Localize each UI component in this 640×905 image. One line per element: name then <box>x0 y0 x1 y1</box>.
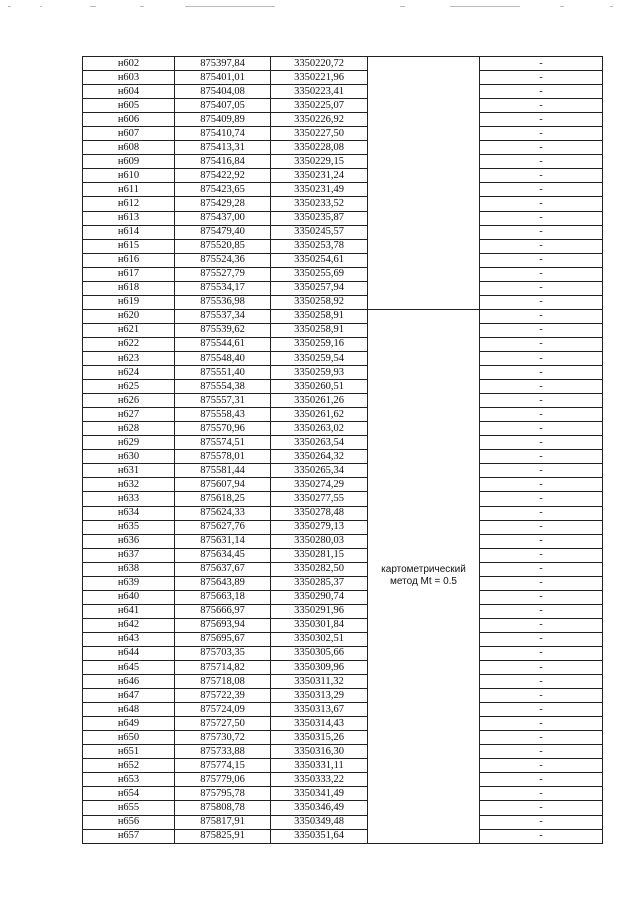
point-id-cell: н605 <box>83 99 175 113</box>
y-coordinate-cell: 3350285,37 <box>271 576 368 590</box>
point-id-cell: н636 <box>83 534 175 548</box>
note-cell: - <box>480 450 603 464</box>
note-cell: - <box>480 703 603 717</box>
point-id-cell: н652 <box>83 759 175 773</box>
x-coordinate-cell: 875695,67 <box>175 632 271 646</box>
y-coordinate-cell: 3350261,26 <box>271 394 368 408</box>
y-coordinate-cell: 3350331,11 <box>271 759 368 773</box>
x-coordinate-cell: 875733,88 <box>175 745 271 759</box>
y-coordinate-cell: 3350253,78 <box>271 239 368 253</box>
y-coordinate-cell: 3350349,48 <box>271 815 368 829</box>
y-coordinate-cell: 3350314,43 <box>271 717 368 731</box>
note-cell: - <box>480 436 603 450</box>
point-id-cell: н618 <box>83 281 175 295</box>
y-coordinate-cell: 3350255,69 <box>271 267 368 281</box>
note-cell: - <box>480 661 603 675</box>
note-cell: - <box>480 464 603 478</box>
note-cell: - <box>480 745 603 759</box>
table-row <box>83 745 603 759</box>
x-coordinate-cell: 875409,89 <box>175 113 271 127</box>
y-coordinate-cell: 3350257,94 <box>271 281 368 295</box>
point-id-cell: н651 <box>83 745 175 759</box>
y-coordinate-cell: 3350258,91 <box>271 323 368 337</box>
y-coordinate-cell: 3350279,13 <box>271 520 368 534</box>
note-cell: - <box>480 801 603 815</box>
x-coordinate-cell: 875730,72 <box>175 731 271 745</box>
x-coordinate-cell: 875666,97 <box>175 604 271 618</box>
table-row <box>83 197 603 211</box>
note-cell: - <box>480 773 603 787</box>
point-id-cell: н656 <box>83 815 175 829</box>
x-coordinate-cell: 875554,38 <box>175 380 271 394</box>
x-coordinate-cell: 875693,94 <box>175 618 271 632</box>
y-coordinate-cell: 3350290,74 <box>271 590 368 604</box>
table-row <box>83 267 603 281</box>
table-row <box>83 337 603 351</box>
table-row <box>83 253 603 267</box>
table-row <box>83 590 603 604</box>
note-cell: - <box>480 295 603 309</box>
note-cell: - <box>480 351 603 365</box>
table-row <box>83 57 603 71</box>
y-coordinate-cell: 3350315,26 <box>271 731 368 745</box>
point-id-cell: н631 <box>83 464 175 478</box>
note-cell: - <box>480 576 603 590</box>
note-cell: - <box>480 141 603 155</box>
point-id-cell: н646 <box>83 675 175 689</box>
table-row <box>83 632 603 646</box>
table-row <box>83 127 603 141</box>
table-row <box>83 380 603 394</box>
table-row <box>83 534 603 548</box>
scan-noise-strip <box>0 6 640 10</box>
y-coordinate-cell: 3350301,84 <box>271 618 368 632</box>
table-row <box>83 394 603 408</box>
note-cell: - <box>480 211 603 225</box>
note-cell: - <box>480 323 603 337</box>
note-cell: - <box>480 267 603 281</box>
y-coordinate-cell: 3350259,93 <box>271 366 368 380</box>
x-coordinate-cell: 875422,92 <box>175 169 271 183</box>
x-coordinate-cell: 875558,43 <box>175 408 271 422</box>
point-id-cell: н611 <box>83 183 175 197</box>
y-coordinate-cell: 3350313,67 <box>271 703 368 717</box>
x-coordinate-cell: 875524,36 <box>175 253 271 267</box>
table-row <box>83 239 603 253</box>
x-coordinate-cell: 875618,25 <box>175 492 271 506</box>
table-row <box>83 801 603 815</box>
point-id-cell: н624 <box>83 366 175 380</box>
table-row <box>83 436 603 450</box>
x-coordinate-cell: 875429,28 <box>175 197 271 211</box>
y-coordinate-cell: 3350231,24 <box>271 169 368 183</box>
point-id-cell: н647 <box>83 689 175 703</box>
note-cell: - <box>480 183 603 197</box>
x-coordinate-cell: 875551,40 <box>175 366 271 380</box>
x-coordinate-cell: 875479,40 <box>175 225 271 239</box>
point-id-cell: н634 <box>83 506 175 520</box>
x-coordinate-cell: 875817,91 <box>175 815 271 829</box>
table-row <box>83 506 603 520</box>
point-id-cell: н623 <box>83 351 175 365</box>
point-id-cell: н649 <box>83 717 175 731</box>
point-id-cell: н643 <box>83 632 175 646</box>
point-id-cell: н621 <box>83 323 175 337</box>
table-row <box>83 618 603 632</box>
note-cell: - <box>480 309 603 323</box>
table-row <box>83 548 603 562</box>
note-cell: - <box>480 57 603 71</box>
table-row <box>83 351 603 365</box>
table-row <box>83 295 603 309</box>
x-coordinate-cell: 875410,74 <box>175 127 271 141</box>
point-id-cell: н639 <box>83 576 175 590</box>
y-coordinate-cell: 3350260,51 <box>271 380 368 394</box>
table-row <box>83 323 603 337</box>
x-coordinate-cell: 875407,05 <box>175 99 271 113</box>
table-row <box>83 85 603 99</box>
point-id-cell: н626 <box>83 394 175 408</box>
table-row <box>83 604 603 618</box>
x-coordinate-cell: 875718,08 <box>175 675 271 689</box>
table-row <box>83 225 603 239</box>
method-cell: картометрический метод Mt = 0.5 <box>368 309 480 843</box>
y-coordinate-cell: 3350229,15 <box>271 155 368 169</box>
note-cell: - <box>480 604 603 618</box>
table-row <box>83 155 603 169</box>
x-coordinate-cell: 875779,06 <box>175 773 271 787</box>
y-coordinate-cell: 3350263,54 <box>271 436 368 450</box>
note-cell: - <box>480 590 603 604</box>
point-id-cell: н619 <box>83 295 175 309</box>
note-cell: - <box>480 366 603 380</box>
point-id-cell: н602 <box>83 57 175 71</box>
coordinates-table <box>82 56 603 844</box>
point-id-cell: н645 <box>83 661 175 675</box>
x-coordinate-cell: 875537,34 <box>175 309 271 323</box>
note-cell: - <box>480 71 603 85</box>
y-coordinate-cell: 3350258,91 <box>271 309 368 323</box>
table-row <box>83 450 603 464</box>
y-coordinate-cell: 3350264,32 <box>271 450 368 464</box>
method-cell-empty <box>368 57 480 310</box>
table-row <box>83 478 603 492</box>
x-coordinate-cell: 875416,84 <box>175 155 271 169</box>
x-coordinate-cell: 875581,44 <box>175 464 271 478</box>
x-coordinate-cell: 875404,08 <box>175 85 271 99</box>
note-cell: - <box>480 337 603 351</box>
point-id-cell: н655 <box>83 801 175 815</box>
point-id-cell: н612 <box>83 197 175 211</box>
table-row <box>83 829 603 843</box>
note-cell: - <box>480 197 603 211</box>
table-row <box>83 815 603 829</box>
y-coordinate-cell: 3350226,92 <box>271 113 368 127</box>
x-coordinate-cell: 875714,82 <box>175 661 271 675</box>
note-cell: - <box>480 99 603 113</box>
point-id-cell: н644 <box>83 646 175 660</box>
point-id-cell: н637 <box>83 548 175 562</box>
point-id-cell: н607 <box>83 127 175 141</box>
y-coordinate-cell: 3350225,07 <box>271 99 368 113</box>
table-row <box>83 787 603 801</box>
table-row <box>83 492 603 506</box>
x-coordinate-cell: 875557,31 <box>175 394 271 408</box>
note-cell: - <box>480 408 603 422</box>
y-coordinate-cell: 3350265,34 <box>271 464 368 478</box>
x-coordinate-cell: 875539,62 <box>175 323 271 337</box>
x-coordinate-cell: 875520,85 <box>175 239 271 253</box>
table-row <box>83 169 603 183</box>
y-coordinate-cell: 3350231,49 <box>271 183 368 197</box>
point-id-cell: н610 <box>83 169 175 183</box>
y-coordinate-cell: 3350341,49 <box>271 787 368 801</box>
y-coordinate-cell: 3350259,16 <box>271 337 368 351</box>
x-coordinate-cell: 875703,35 <box>175 646 271 660</box>
point-id-cell: н614 <box>83 225 175 239</box>
y-coordinate-cell: 3350291,96 <box>271 604 368 618</box>
table-row <box>83 520 603 534</box>
y-coordinate-cell: 3350309,96 <box>271 661 368 675</box>
table-row <box>83 113 603 127</box>
point-id-cell: н609 <box>83 155 175 169</box>
note-cell: - <box>480 632 603 646</box>
note-cell: - <box>480 562 603 576</box>
x-coordinate-cell: 875637,67 <box>175 562 271 576</box>
point-id-cell: н638 <box>83 562 175 576</box>
note-cell: - <box>480 225 603 239</box>
note-cell: - <box>480 618 603 632</box>
table-row <box>83 661 603 675</box>
y-coordinate-cell: 3350305,66 <box>271 646 368 660</box>
point-id-cell: н628 <box>83 422 175 436</box>
note-cell: - <box>480 815 603 829</box>
x-coordinate-cell: 875607,94 <box>175 478 271 492</box>
note-cell: - <box>480 492 603 506</box>
y-coordinate-cell: 3350263,02 <box>271 422 368 436</box>
y-coordinate-cell: 3350227,50 <box>271 127 368 141</box>
x-coordinate-cell: 875574,51 <box>175 436 271 450</box>
note-cell: - <box>480 127 603 141</box>
x-coordinate-cell: 875527,79 <box>175 267 271 281</box>
y-coordinate-cell: 3350221,96 <box>271 71 368 85</box>
note-cell: - <box>480 689 603 703</box>
table-row <box>83 408 603 422</box>
note-cell: - <box>480 113 603 127</box>
x-coordinate-cell: 875548,40 <box>175 351 271 365</box>
note-cell: - <box>480 155 603 169</box>
y-coordinate-cell: 3350311,32 <box>271 675 368 689</box>
coordinates-table-body <box>83 57 603 844</box>
y-coordinate-cell: 3350259,54 <box>271 351 368 365</box>
y-coordinate-cell: 3350278,48 <box>271 506 368 520</box>
point-id-cell: н615 <box>83 239 175 253</box>
x-coordinate-cell: 875722,39 <box>175 689 271 703</box>
point-id-cell: н625 <box>83 380 175 394</box>
table-row <box>83 464 603 478</box>
x-coordinate-cell: 875808,78 <box>175 801 271 815</box>
y-coordinate-cell: 3350258,92 <box>271 295 368 309</box>
note-cell: - <box>480 253 603 267</box>
point-id-cell: н606 <box>83 113 175 127</box>
y-coordinate-cell: 3350282,50 <box>271 562 368 576</box>
point-id-cell: н608 <box>83 141 175 155</box>
y-coordinate-cell: 3350245,57 <box>271 225 368 239</box>
point-id-cell: н617 <box>83 267 175 281</box>
point-id-cell: н627 <box>83 408 175 422</box>
point-id-cell: н640 <box>83 590 175 604</box>
note-cell: - <box>480 85 603 99</box>
table-row <box>83 141 603 155</box>
table-row <box>83 689 603 703</box>
y-coordinate-cell: 3350274,29 <box>271 478 368 492</box>
x-coordinate-cell: 875578,01 <box>175 450 271 464</box>
y-coordinate-cell: 3350351,64 <box>271 829 368 843</box>
y-coordinate-cell: 3350228,08 <box>271 141 368 155</box>
table-row <box>83 576 603 590</box>
note-cell: - <box>480 787 603 801</box>
table-row <box>83 211 603 225</box>
x-coordinate-cell: 875724,09 <box>175 703 271 717</box>
y-coordinate-cell: 3350281,15 <box>271 548 368 562</box>
note-cell: - <box>480 380 603 394</box>
note-cell: - <box>480 506 603 520</box>
point-id-cell: н632 <box>83 478 175 492</box>
y-coordinate-cell: 3350313,29 <box>271 689 368 703</box>
x-coordinate-cell: 875727,50 <box>175 717 271 731</box>
table-row <box>83 281 603 295</box>
note-cell: - <box>480 759 603 773</box>
note-cell: - <box>480 478 603 492</box>
point-id-cell: н657 <box>83 829 175 843</box>
note-cell: - <box>480 520 603 534</box>
point-id-cell: н616 <box>83 253 175 267</box>
x-coordinate-cell: 875544,61 <box>175 337 271 351</box>
point-id-cell: н635 <box>83 520 175 534</box>
x-coordinate-cell: 875643,89 <box>175 576 271 590</box>
x-coordinate-cell: 875624,33 <box>175 506 271 520</box>
table-row <box>83 99 603 113</box>
table-row <box>83 309 603 323</box>
point-id-cell: н653 <box>83 773 175 787</box>
y-coordinate-cell: 3350220,72 <box>271 57 368 71</box>
point-id-cell: н613 <box>83 211 175 225</box>
point-id-cell: н642 <box>83 618 175 632</box>
note-cell: - <box>480 422 603 436</box>
y-coordinate-cell: 3350333,22 <box>271 773 368 787</box>
x-coordinate-cell: 875536,98 <box>175 295 271 309</box>
table-row <box>83 366 603 380</box>
y-coordinate-cell: 3350346,49 <box>271 801 368 815</box>
table-row <box>83 422 603 436</box>
y-coordinate-cell: 3350280,03 <box>271 534 368 548</box>
note-cell: - <box>480 239 603 253</box>
x-coordinate-cell: 875534,17 <box>175 281 271 295</box>
note-cell: - <box>480 646 603 660</box>
y-coordinate-cell: 3350277,55 <box>271 492 368 506</box>
point-id-cell: н603 <box>83 71 175 85</box>
note-cell: - <box>480 534 603 548</box>
x-coordinate-cell: 875570,96 <box>175 422 271 436</box>
note-cell: - <box>480 169 603 183</box>
table-row <box>83 71 603 85</box>
x-coordinate-cell: 875413,31 <box>175 141 271 155</box>
table-row <box>83 731 603 745</box>
point-id-cell: н629 <box>83 436 175 450</box>
point-id-cell: н604 <box>83 85 175 99</box>
table-row <box>83 773 603 787</box>
y-coordinate-cell: 3350233,52 <box>271 197 368 211</box>
note-cell: - <box>480 829 603 843</box>
note-cell: - <box>480 281 603 295</box>
note-cell: - <box>480 548 603 562</box>
x-coordinate-cell: 875423,65 <box>175 183 271 197</box>
point-id-cell: н630 <box>83 450 175 464</box>
x-coordinate-cell: 875397,84 <box>175 57 271 71</box>
table-row <box>83 703 603 717</box>
point-id-cell: н622 <box>83 337 175 351</box>
x-coordinate-cell: 875774,15 <box>175 759 271 773</box>
y-coordinate-cell: 3350254,61 <box>271 253 368 267</box>
note-cell: - <box>480 394 603 408</box>
note-cell: - <box>480 717 603 731</box>
table-row <box>83 646 603 660</box>
point-id-cell: н650 <box>83 731 175 745</box>
y-coordinate-cell: 3350261,62 <box>271 408 368 422</box>
y-coordinate-cell: 3350302,51 <box>271 632 368 646</box>
y-coordinate-cell: 3350223,41 <box>271 85 368 99</box>
x-coordinate-cell: 875627,76 <box>175 520 271 534</box>
table-row <box>83 562 603 576</box>
x-coordinate-cell: 875401,01 <box>175 71 271 85</box>
table-row <box>83 717 603 731</box>
table-row <box>83 759 603 773</box>
x-coordinate-cell: 875663,18 <box>175 590 271 604</box>
x-coordinate-cell: 875437,00 <box>175 211 271 225</box>
y-coordinate-cell: 3350316,30 <box>271 745 368 759</box>
x-coordinate-cell: 875634,45 <box>175 548 271 562</box>
note-cell: - <box>480 731 603 745</box>
point-id-cell: н648 <box>83 703 175 717</box>
point-id-cell: н654 <box>83 787 175 801</box>
note-cell: - <box>480 675 603 689</box>
point-id-cell: н633 <box>83 492 175 506</box>
x-coordinate-cell: 875631,14 <box>175 534 271 548</box>
x-coordinate-cell: 875795,78 <box>175 787 271 801</box>
point-id-cell: н620 <box>83 309 175 323</box>
table-row <box>83 675 603 689</box>
point-id-cell: н641 <box>83 604 175 618</box>
y-coordinate-cell: 3350235,87 <box>271 211 368 225</box>
table-row <box>83 183 603 197</box>
x-coordinate-cell: 875825,91 <box>175 829 271 843</box>
